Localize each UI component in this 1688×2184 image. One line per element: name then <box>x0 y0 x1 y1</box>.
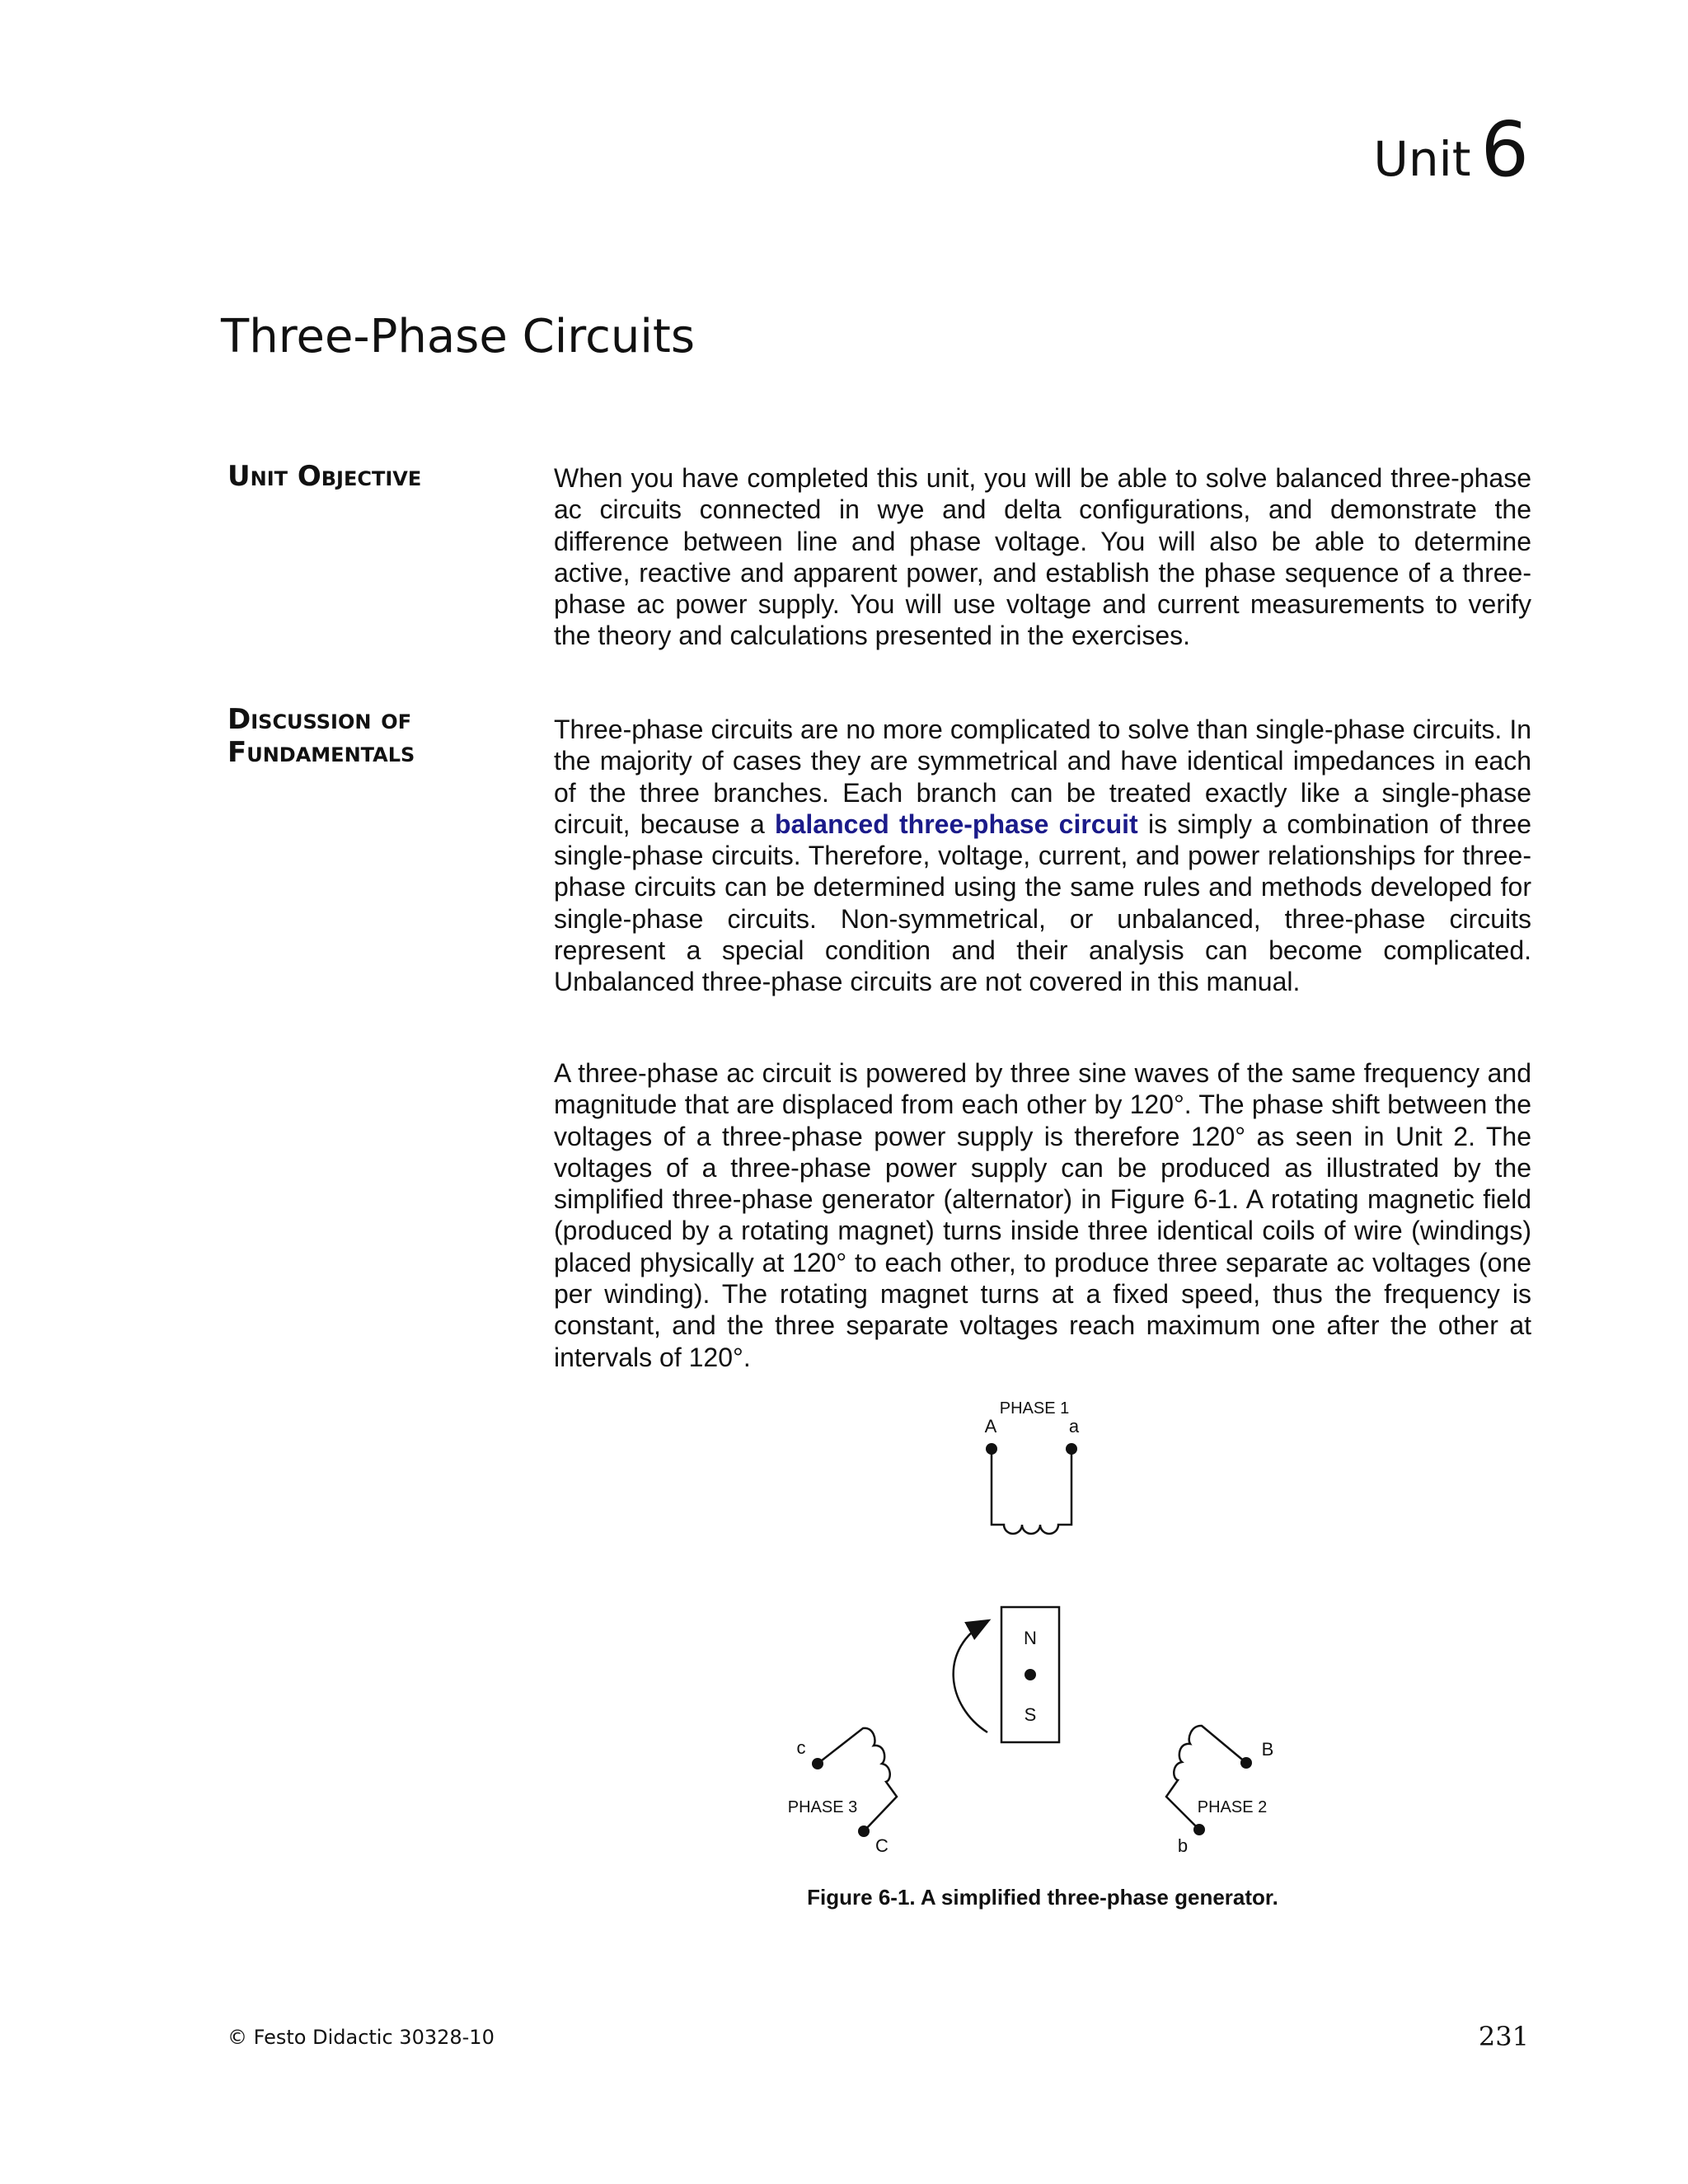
objective-heading-text: Unit Objective <box>227 460 422 493</box>
unit-header <box>1373 105 1529 194</box>
phase-1-winding <box>985 1399 1080 1534</box>
three-phase-generator-figure <box>767 1393 1360 1871</box>
discussion-heading-line2: Fundamentals <box>227 736 415 769</box>
objective-heading <box>227 460 421 493</box>
discussion-p1-end: is simply a combination of three single-phase circuits. Therefore, voltage, current, and power relationships for three-phase circuits can be determined using the same rules and methods developed for single-phase circuits. Non-symmetrical, or unbalanced, three-phase circuits represent a special condition and their analysis can become complicated. Unbalanced three-phase circuits are not covered in this manual. <box>554 808 1532 997</box>
discussion-paragraph-2: A three-phase ac circuit is powered by three sine waves of the same frequency and magnitude that are displaced from each other by 120°. The phase shift between the voltages of a three-phase power supply is therefore 120° as seen in Unit 2. The voltages of a three-phase power supply can be produced as illustrated by the simplified three-phase generator (alternator) in Figure 6-1. A rotating magnetic field (produced by a rotating magnet) turns inside three identical coils of wire (windings) placed physically at 120° to each other, to produce three separate ac voltages (one per winding). The rotating magnet turns at a fixed speed, thus the frequency is constant, and the three separate voltages reach maximum one after the other at intervals of 120°. <box>554 1058 1531 1372</box>
unit-label: Unit <box>1373 131 1471 187</box>
terminal-b-dot <box>1193 1824 1205 1835</box>
terminal-C-dot <box>858 1825 870 1837</box>
phase-1-label: PHASE 1 <box>999 1399 1070 1418</box>
discussion-heading <box>227 703 415 769</box>
terminal-A-label: A <box>984 1416 997 1436</box>
objective-text: When you have completed this unit, you will be able to solve balanced three-phase ac circuits connected in wye and delta configurations, and demonstrate the difference between line and phase voltage. You will also be able to determine active, reactive and apparent power, and establish the phase sequence of a three-phase ac power supply. You will use voltage and current measurements to verify the theory and calculations presented in the exercises. <box>554 463 1531 651</box>
magnet-north-label: N <box>1024 1628 1037 1648</box>
terminal-B-label: B <box>1261 1739 1274 1760</box>
terminal-C-label: C <box>875 1835 889 1856</box>
discussion-p1-start: Three-phase circuits are no more complicated to solve than single-phase circuits. In the majority of cases they are symmetrical and have identical impedances in each of the three branches. Each branch can be treated exactly like a single-phase circuit, because a <box>554 715 1531 839</box>
terminal-b-label: b <box>1177 1835 1189 1856</box>
phase-3-winding <box>788 1728 897 1856</box>
rotation-arrow <box>954 1621 987 1732</box>
page-title: Three-Phase Circuits <box>221 310 696 363</box>
unit-number: 6 <box>1480 105 1529 194</box>
phase-3-label: PHASE 3 <box>787 1798 858 1816</box>
terminal-a-label: a <box>1068 1416 1080 1436</box>
discussion-heading-line1: Discussion of <box>227 703 412 736</box>
figure-caption: Figure 6-1. A simplified three-phase generator. <box>807 1885 1278 1910</box>
phase-2-winding <box>1166 1726 1273 1856</box>
page-number: 231 <box>1478 2021 1529 2052</box>
phase-2-label: PHASE 2 <box>1197 1798 1268 1816</box>
footer-copyright: © Festo Didactic 30328-10 <box>227 2026 495 2049</box>
phase-1-coil <box>992 1449 1071 1534</box>
balanced-circuit-term: balanced three-phase circuit <box>775 808 1138 839</box>
magnet-pivot-dot <box>1025 1669 1036 1680</box>
magnet-south-label: S <box>1024 1704 1037 1725</box>
rotating-magnet <box>1001 1607 1059 1742</box>
discussion-paragraph-1 <box>554 714 1531 998</box>
terminal-c-label: c <box>796 1737 806 1758</box>
